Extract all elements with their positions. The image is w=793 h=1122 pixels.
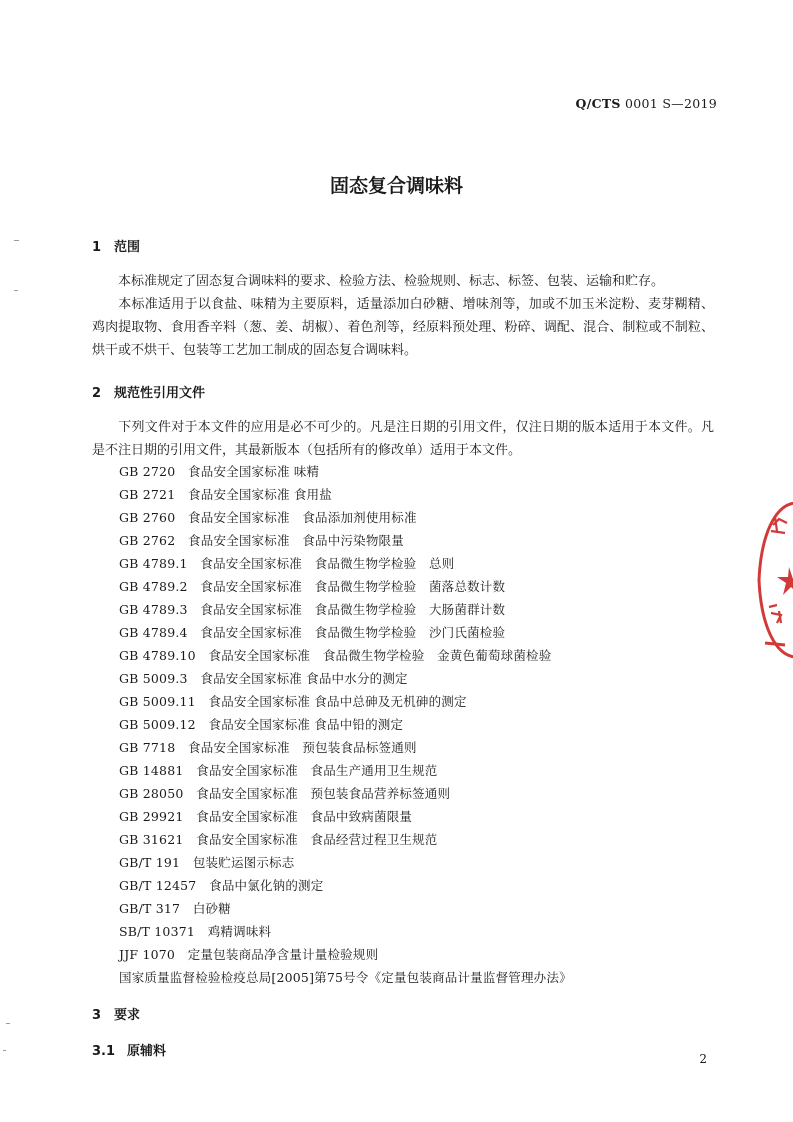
reference-item: GB 2720 食品安全国家标准 味精 xyxy=(119,464,320,479)
section-3-title: 要求 xyxy=(114,1008,141,1023)
reference-item: GB 4789.2 食品安全国家标准 食品微生物学检验 菌落总数计数 xyxy=(119,579,506,594)
section-2-number: 2 xyxy=(92,386,102,401)
section-3-number: 3 xyxy=(92,1008,102,1023)
reference-item: GB 2762 食品安全国家标准 食品中污染物限量 xyxy=(119,533,404,548)
reference-item: GB/T 12457 食品中氯化钠的测定 xyxy=(119,878,324,893)
section-3-heading xyxy=(92,1004,140,1023)
section-1-paragraph-2: 本标准适用于以食盐、味精为主要原料，适量添加白砂糖、增味剂等，加或不加玉米淀粉、麦芽糊精、鸡肉提取物、食用香辛料（葱、姜、胡椒）、着色剂等，经原料预处理、粉碎、调配、混合、制粒或不制粒、烘干或不烘干、包装等工艺加工制成的固态复合调味料。 xyxy=(92,297,714,358)
reference-item: GB 2721 食品安全国家标准 食用盐 xyxy=(119,487,332,502)
reference-item: GB 5009.3 食品安全国家标准 食品中水分的测定 xyxy=(119,671,408,686)
scan-speck xyxy=(6,1023,10,1024)
standard-code-rest: 0001 S—2019 xyxy=(620,96,717,111)
reference-item: GB 4789.3 食品安全国家标准 食品微生物学检验 大肠菌群计数 xyxy=(119,602,506,617)
reference-item: GB 28050 食品安全国家标准 预包装食品营养标签通则 xyxy=(119,786,451,801)
section-3-1-number: 3.1 xyxy=(92,1044,116,1059)
section-3-1-heading xyxy=(92,1040,166,1059)
page-title: 固态复合调味料 xyxy=(329,175,463,197)
reference-item: GB/T 317 白砂糖 xyxy=(119,901,231,916)
scan-speck xyxy=(14,240,19,241)
reference-item: GB 5009.11 食品安全国家标准 食品中总砷及无机砷的测定 xyxy=(119,694,467,709)
section-2-title: 规范性引用文件 xyxy=(114,386,206,401)
section-1-title: 范围 xyxy=(114,240,141,255)
reference-item: GB 14881 食品安全国家标准 食品生产通用卫生规范 xyxy=(119,763,438,778)
page-number: 2 xyxy=(699,1052,707,1066)
standard-code-prefix: Q/CTS xyxy=(575,96,621,111)
reference-item: GB 31621 食品安全国家标准 食品经营过程卫生规范 xyxy=(119,832,438,847)
reference-item: GB 7718 食品安全国家标准 预包装食品标签通则 xyxy=(119,740,417,755)
reference-item: GB/T 191 包装贮运图示标志 xyxy=(119,855,295,870)
reference-item: GB 29921 食品安全国家标准 食品中致病菌限量 xyxy=(119,809,413,824)
reference-item: JJF 1070 定量包装商品净含量计量检验规则 xyxy=(119,947,379,962)
reference-item: GB 2760 食品安全国家标准 食品添加剂使用标准 xyxy=(119,510,417,525)
reference-item: GB 5009.12 食品安全国家标准 食品中铅的测定 xyxy=(119,717,404,732)
reference-item: 国家质量监督检验检疫总局[2005]第75号令《定量包装商品计量监督管理办法》 xyxy=(119,970,572,985)
section-2-intro: 下列文件对于本文件的应用是必不可少的。凡是注日期的引用文件，仅注日期的版本适用于本文件。凡是不注日期的引用文件，其最新版本（包括所有的修改单）适用于本文件。 xyxy=(92,420,714,458)
reference-item: SB/T 10371 鸡精调味料 xyxy=(119,924,272,939)
reference-item: GB 4789.4 食品安全国家标准 食品微生物学检验 沙门氏菌检验 xyxy=(119,625,506,640)
section-2-heading xyxy=(92,382,205,401)
reference-item: GB 4789.10 食品安全国家标准 食品微生物学检验 金黄色葡萄球菌检验 xyxy=(119,648,552,663)
scan-speck xyxy=(3,1050,6,1051)
standard-code xyxy=(576,96,717,111)
section-1-heading xyxy=(92,236,140,255)
section-3-1-title: 原辅料 xyxy=(127,1044,167,1059)
section-1-number: 1 xyxy=(92,240,102,255)
scan-speck xyxy=(14,290,18,291)
reference-item: GB 4789.1 食品安全国家标准 食品微生物学检验 总则 xyxy=(119,556,455,571)
red-seal-stamp xyxy=(755,495,793,665)
section-1-paragraph-1: 本标准规定了固态复合调味料的要求、检验方法、检验规则、标志、标签、包装、运输和贮存。 xyxy=(118,274,665,289)
